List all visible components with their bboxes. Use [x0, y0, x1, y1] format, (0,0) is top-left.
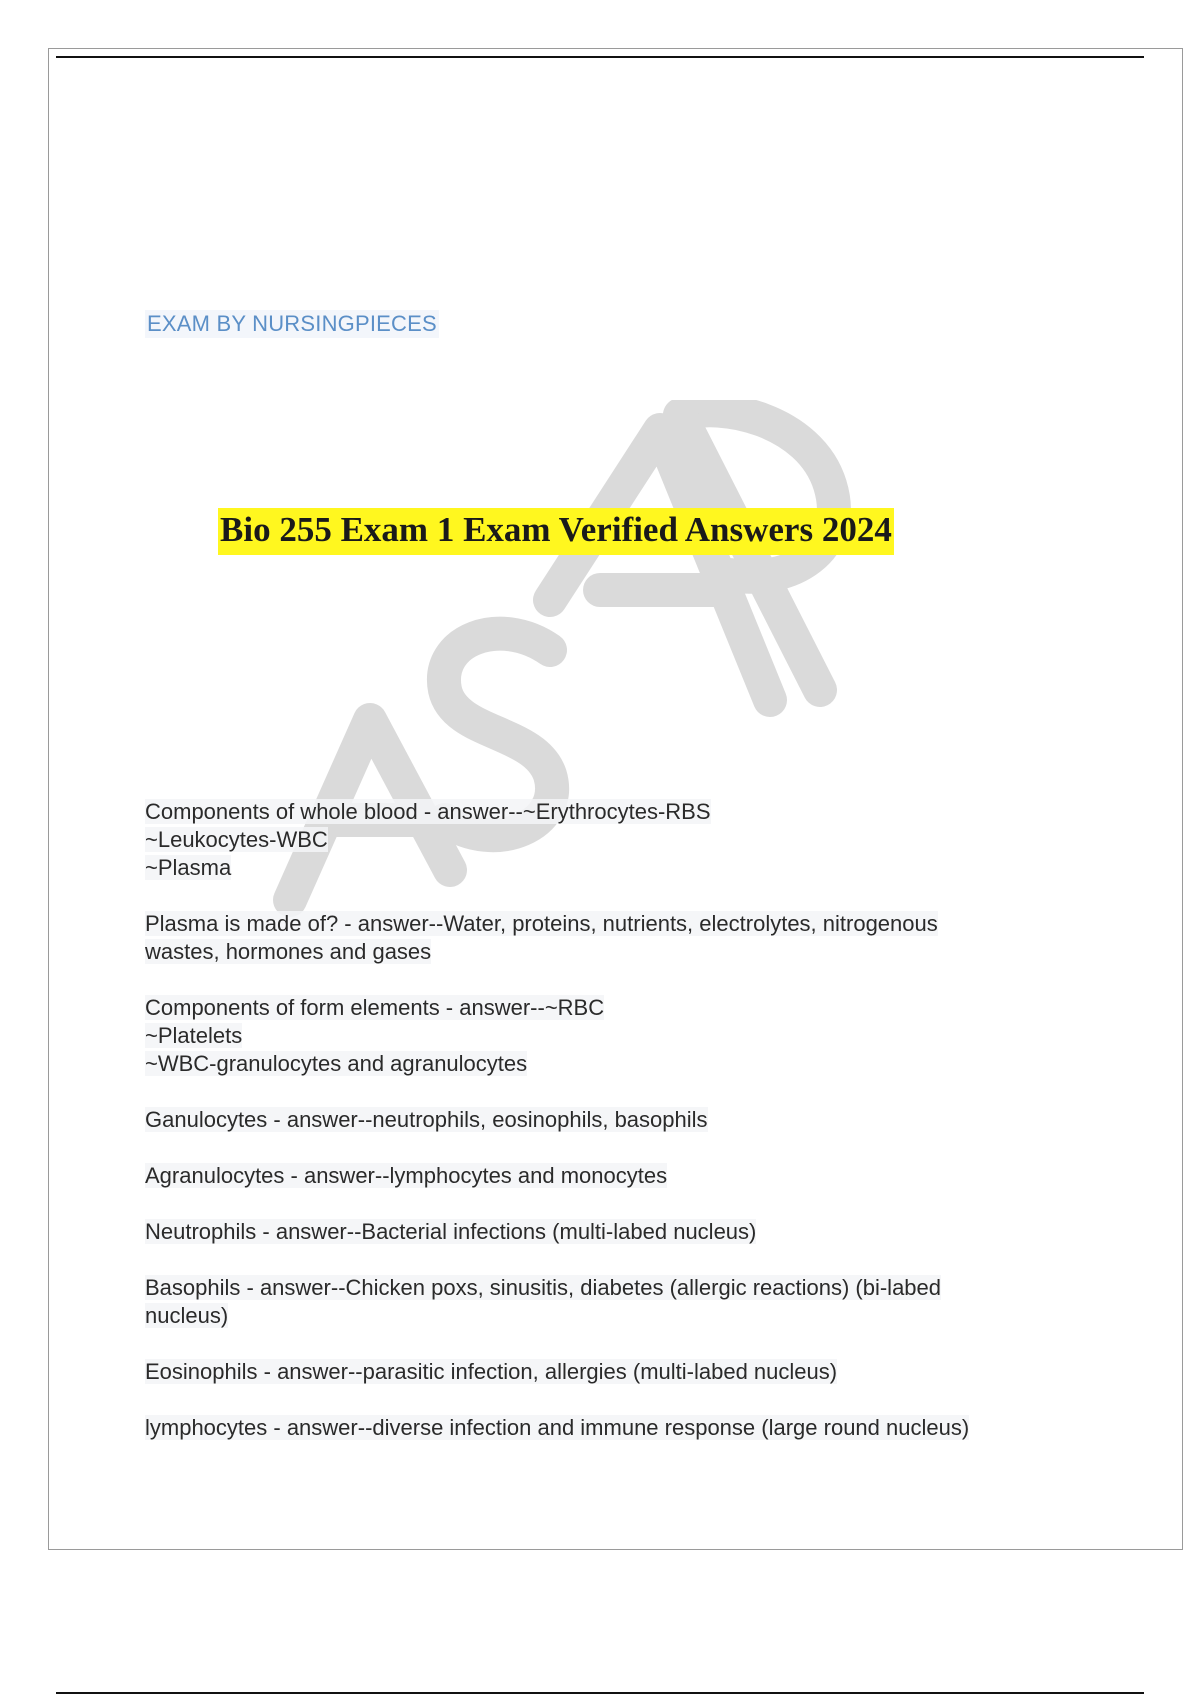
qa-line: Components of form elements - answer--~RBC: [145, 995, 605, 1020]
qa-line: ~Leukocytes-WBC: [145, 827, 328, 852]
qa-line: Components of whole blood - answer--~Erythrocytes-RBS: [145, 799, 711, 824]
qa-item: [145, 798, 1065, 882]
qa-list: [145, 798, 1065, 1470]
qa-item: [145, 1358, 1065, 1386]
qa-line: nucleus): [145, 1303, 229, 1328]
qa-line: Eosinophils - answer--parasitic infection, allergies (multi-labed nucleus): [145, 1359, 838, 1384]
qa-item: [145, 1162, 1065, 1190]
qa-line: Ganulocytes - answer--neutrophils, eosinophils, basophils: [145, 1107, 708, 1132]
qa-item: [145, 1274, 1065, 1330]
qa-item: [145, 1218, 1065, 1246]
qa-line: Plasma is made of? - answer--Water, proteins, nutrients, electrolytes, nitrogenous: [145, 911, 938, 936]
qa-line: ~Plasma: [145, 855, 232, 880]
document-title: Bio 255 Exam 1 Exam Verified Answers 2024: [218, 508, 894, 555]
qa-line: Basophils - answer--Chicken poxs, sinusitis, diabetes (allergic reactions) (bi-labed: [145, 1275, 942, 1300]
qa-item: [145, 910, 1065, 966]
qa-line: Agranulocytes - answer--lymphocytes and monocytes: [145, 1163, 668, 1188]
bottom-rule: [56, 1692, 1144, 1694]
exam-source-label: EXAM BY NURSINGPIECES: [147, 311, 437, 336]
qa-line: Neutrophils - answer--Bacterial infections (multi-labed nucleus): [145, 1219, 757, 1244]
top-rule: [56, 56, 1144, 58]
qa-line: ~Platelets: [145, 1023, 243, 1048]
qa-line: lymphocytes - answer--diverse infection and immune response (large round nucleus): [145, 1415, 970, 1440]
qa-item: [145, 1414, 1065, 1442]
qa-line: wastes, hormones and gases: [145, 939, 432, 964]
qa-line: ~WBC-granulocytes and agranulocytes: [145, 1051, 528, 1076]
qa-item: [145, 1106, 1065, 1134]
qa-item: [145, 994, 1065, 1078]
